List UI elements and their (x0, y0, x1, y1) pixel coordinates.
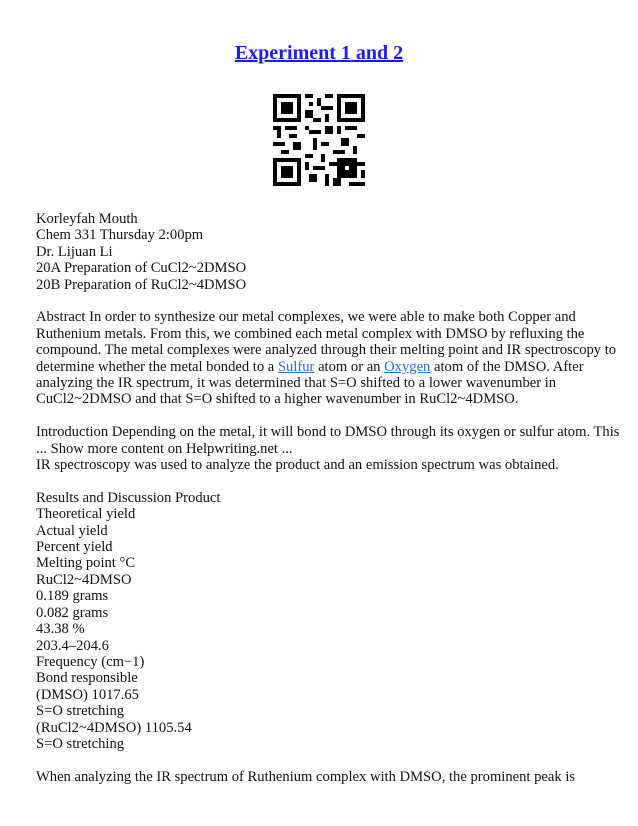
text-line: IR spectroscopy was used to analyze the product and an emission spectrum was obtained. (36, 457, 559, 474)
text-line: Introduction Depending on the metal, it will bond to DMSO through its oxygen or sulfur atom. This (36, 424, 620, 441)
text-line: analyzing the IR spectrum, it was determined that S=O shifted to a lower wavenumber in (36, 375, 557, 392)
abstract-paragraph (36, 309, 617, 408)
results-heading: Results and Discussion Product (36, 489, 221, 506)
results-line: Melting point °C (36, 555, 136, 572)
qr-code (273, 94, 365, 186)
results-line: 43.38 % (36, 621, 85, 638)
oxygen-link[interactable]: Oxygen (384, 358, 431, 375)
introduction-paragraph (36, 424, 620, 474)
text-line: CuCl2~2DMSO and that S=O shifted to a higher wavenumber in RuCl2~4DMSO. (36, 391, 519, 408)
author-name: Korleyfah Mouth (36, 211, 138, 227)
results-line: 0.082 grams (36, 604, 109, 621)
course-info: Chem 331 Thursday 2:00pm (36, 227, 204, 244)
results-line: Theoretical yield (36, 506, 136, 523)
results-line: Frequency (cm−1) (36, 653, 145, 670)
document-body (36, 211, 620, 785)
text-line: Abstract In order to synthesize our metal complexes, we were able to make both Copper and (36, 309, 576, 326)
text-segment: determine whether the metal bonded to a (36, 358, 278, 375)
text-segment: atom of the DMSO. After (430, 358, 584, 375)
document-title[interactable]: Experiment 1 and 2 (234, 42, 404, 64)
results-line: S=O stretching (36, 703, 125, 720)
instructor: Dr. Lijuan Li (36, 243, 113, 260)
text-line: Ruthenium metals. From this, we combined each metal complex with DMSO by refluxing the (36, 325, 585, 342)
sulfur-link[interactable]: Sulfur (277, 358, 315, 375)
text-line: compound. The metal complexes were analyzed through their melting point and IR spectroscopy to (36, 342, 617, 359)
results-line: RuCl2~4DMSO (36, 571, 132, 588)
results-line: Actual yield (36, 522, 108, 539)
results-line: 203.4–204.6 (36, 637, 109, 654)
results-line: (RuCl2~4DMSO) 1105.54 (36, 719, 192, 736)
closing-paragraph: When analyzing the IR spectrum of Ruthenium complex with DMSO, the prominent peak is (36, 768, 576, 785)
results-line: S=O stretching (36, 735, 125, 752)
experiment-20a: 20A Preparation of CuCl2~2DMSO (36, 260, 247, 277)
results-line: Percent yield (36, 539, 113, 556)
show-more-link[interactable]: ... Show more content on Helpwriting.net ... (36, 440, 293, 457)
text-segment: atom or an (314, 358, 385, 375)
results-line: 0.189 grams (36, 588, 109, 605)
author-block (36, 211, 606, 293)
experiment-20b: 20B Preparation of RuCl2~4DMSO (36, 276, 247, 293)
results-line: (DMSO) 1017.65 (36, 686, 139, 703)
results-section (36, 490, 606, 753)
text-line (36, 359, 606, 375)
results-line: Bond responsible (36, 670, 138, 687)
